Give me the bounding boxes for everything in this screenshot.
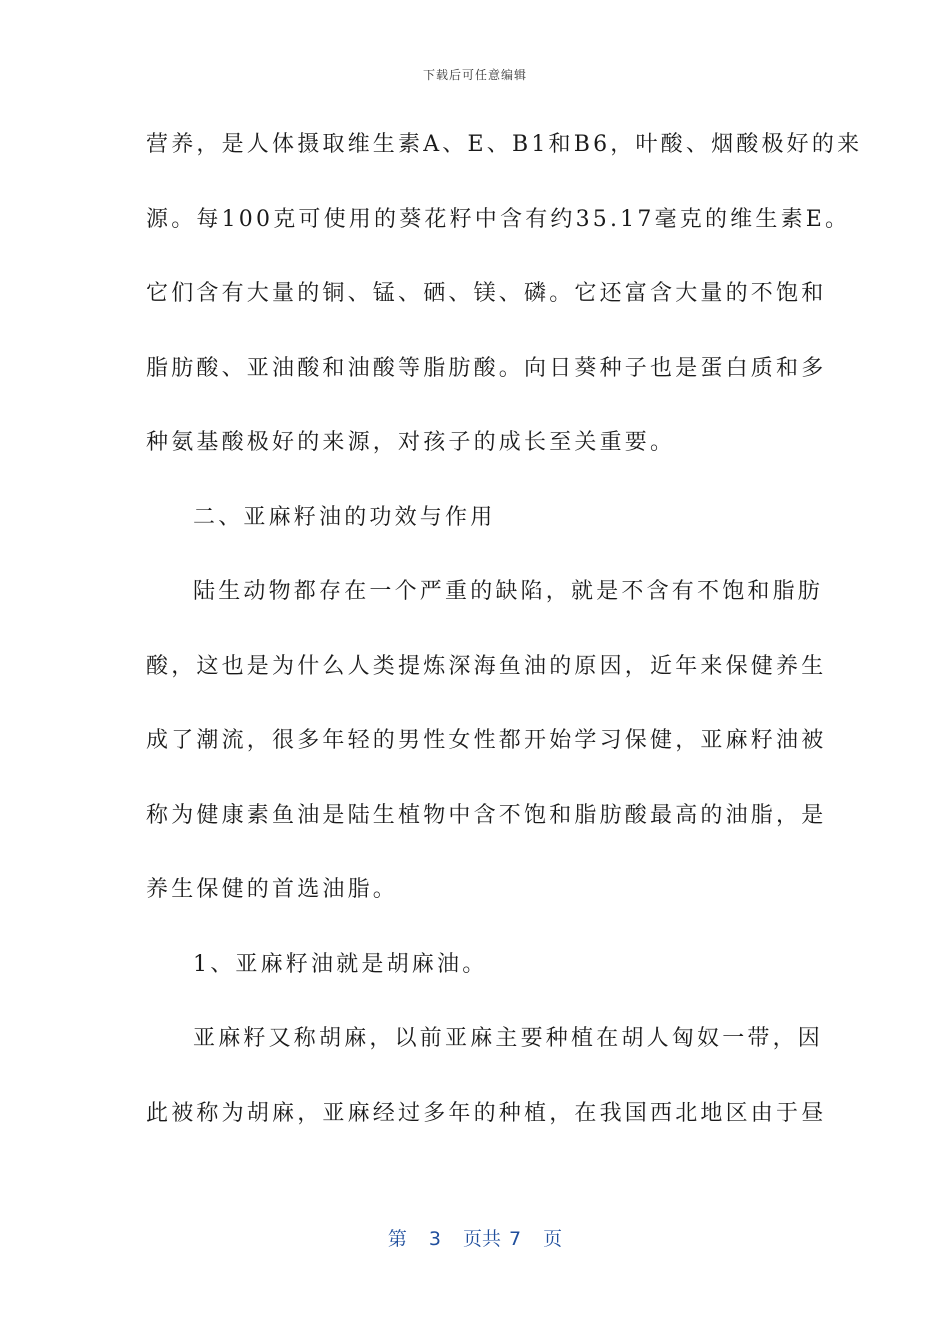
footer-suffix: 页 xyxy=(543,1228,563,1250)
footer-total-pages: 7 xyxy=(509,1228,522,1250)
page-footer xyxy=(0,1224,950,1251)
footer-page-number: 3 xyxy=(428,1228,441,1250)
body-line-13: 亚麻籽又称胡麻，以前亚麻主要种植在胡人匈奴一带，因 xyxy=(193,1026,824,1051)
body-line-10: 称为健康素鱼油是陆生植物中含不饱和脂肪酸最高的油脂，是 xyxy=(146,802,827,828)
document-body xyxy=(146,122,863,1165)
body-line-14: 此被称为胡麻，亚麻经过多年的种植，在我国西北地区由于昼 xyxy=(146,1100,827,1126)
body-line-3: 它们含有大量的铜、锰、硒、镁、磷。它还富含大量的不饱和 xyxy=(146,281,827,306)
body-line-7: 陆生动物都存在一个严重的缺陷，就是不含有不饱和脂肪 xyxy=(193,579,824,604)
body-line-9: 成了潮流，很多年轻的男性女性都开始学习保健，亚麻籽油被 xyxy=(146,728,827,753)
subsection-heading: 1、亚麻籽油就是胡麻油。 xyxy=(193,951,488,977)
body-line-5: 种氨基酸极好的来源，对孩子的成长至关重要。 xyxy=(146,430,676,455)
body-line-2: 源。每100克可使用的葵花籽中含有约35.17毫克的维生素E。 xyxy=(146,206,851,232)
body-line-1: 营养，是人体摄取维生素A、E、B1和B6，叶酸、烟酸极好的来 xyxy=(146,132,863,157)
footer-middle: 页共 xyxy=(462,1228,501,1250)
body-line-8: 酸，这也是为什么人类提炼深海鱼油的原因，近年来保健养生 xyxy=(146,653,827,679)
section-heading: 二、亚麻籽油的功效与作用 xyxy=(193,504,496,530)
page-header: 下载后可任意编辑 xyxy=(422,68,527,82)
body-line-11: 养生保健的首选油脂。 xyxy=(146,877,399,902)
body-line-4: 脂肪酸、亚油酸和油酸等脂肪酸。向日葵种子也是蛋白质和多 xyxy=(146,355,827,381)
footer-prefix: 第 xyxy=(387,1228,407,1250)
